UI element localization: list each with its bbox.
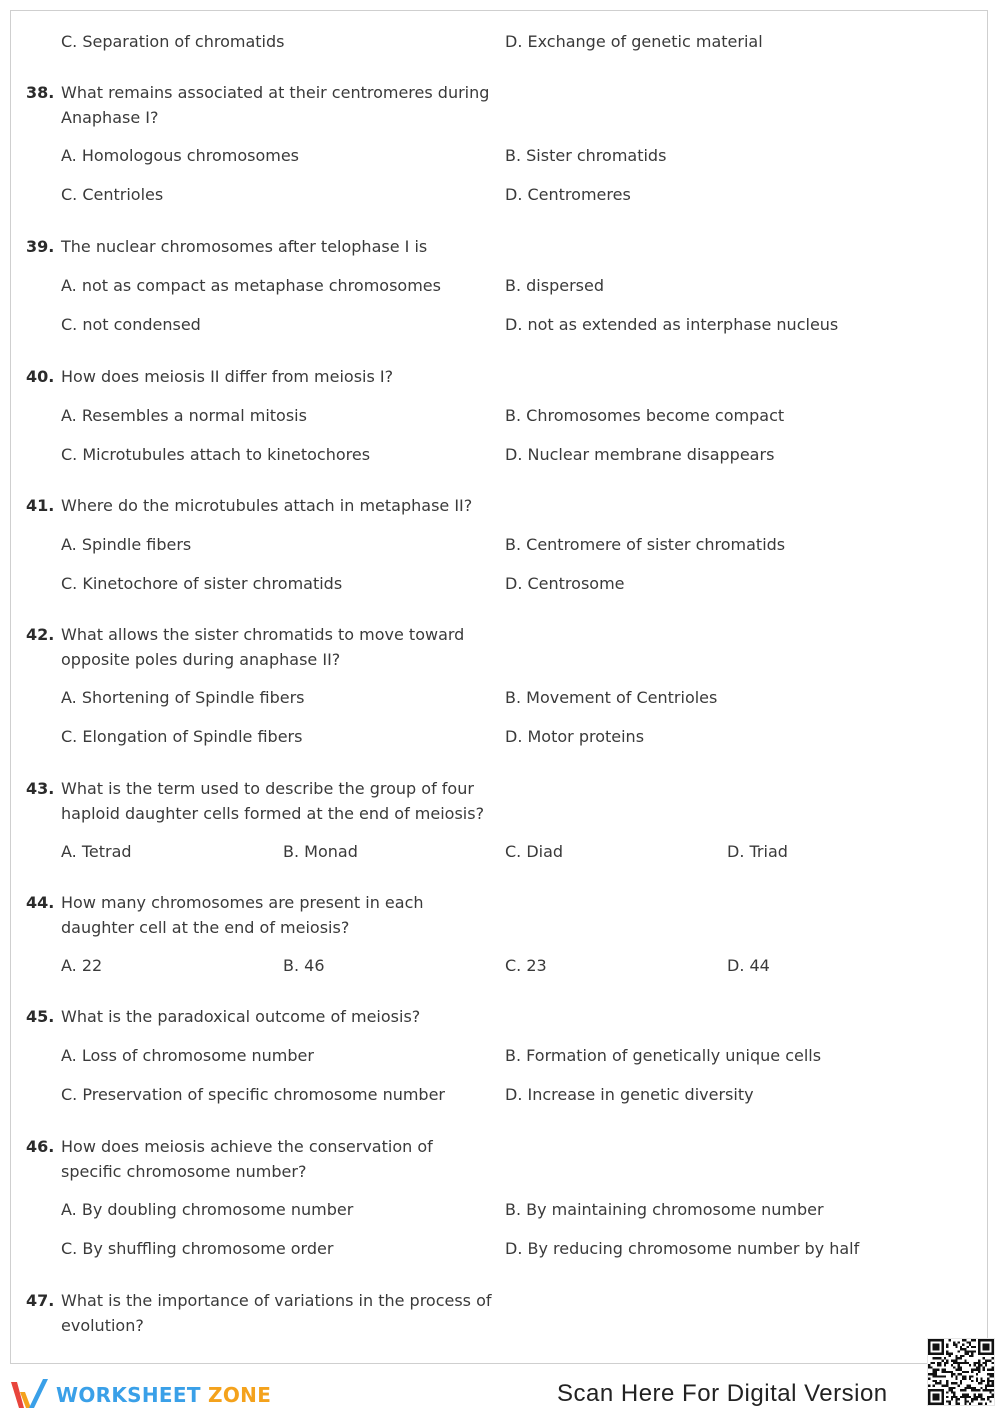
- question-text: The nuclear chromosomes after telophase I is: [61, 237, 428, 256]
- answer-option[interactable]: D. By reducing chromosome number by half: [505, 1239, 860, 1258]
- answer-option[interactable]: D. Nuclear membrane disappears: [505, 445, 775, 464]
- question: [26, 80, 496, 130]
- answer-option[interactable]: B. dispersed: [505, 276, 604, 295]
- answer-option[interactable]: B. 46: [283, 956, 325, 975]
- question-number: 41.: [26, 496, 55, 515]
- answer-option[interactable]: D. Triad: [727, 842, 788, 861]
- answer-option[interactable]: A. Tetrad: [61, 842, 132, 861]
- question-number: 47.: [26, 1291, 55, 1310]
- answer-option[interactable]: C. Preservation of specific chromosome number: [61, 1085, 446, 1104]
- answer-option[interactable]: B. Chromosomes become compact: [505, 406, 785, 425]
- logo-word-worksheet: WORKSHEET: [56, 1383, 201, 1407]
- answer-option[interactable]: B. Formation of genetically unique cells: [505, 1046, 822, 1065]
- answer-option[interactable]: C. not condensed: [61, 315, 201, 334]
- question: [26, 493, 496, 518]
- answer-option[interactable]: A. By doubling chromosome number: [61, 1200, 354, 1219]
- question-number: 45.: [26, 1007, 55, 1026]
- question: [26, 364, 496, 389]
- answer-option[interactable]: D. Centromeres: [505, 185, 631, 204]
- question-text: What is the importance of variations in the process of evolution?: [61, 1291, 492, 1335]
- question: [26, 1004, 496, 1029]
- question-text: What remains associated at their centromeres during Anaphase I?: [61, 83, 490, 127]
- answer-option[interactable]: C. Centrioles: [61, 185, 164, 204]
- answer-option[interactable]: C. By shuffling chromosome order: [61, 1239, 334, 1258]
- question: [26, 234, 496, 259]
- answer-option[interactable]: B. By maintaining chromosome number: [505, 1200, 824, 1219]
- question: [26, 1288, 496, 1338]
- question-text: How does meiosis achieve the conservation of specific chromosome number?: [61, 1137, 433, 1181]
- logo-text: [56, 1383, 271, 1407]
- answer-option[interactable]: D. Centrosome: [505, 574, 625, 593]
- question-number: 44.: [26, 893, 55, 912]
- worksheetzone-logo[interactable]: [10, 1378, 272, 1410]
- answer-option[interactable]: B. Monad: [283, 842, 358, 861]
- question-text: How does meiosis II differ from meiosis I?: [61, 367, 394, 386]
- answer-option[interactable]: B. Centromere of sister chromatids: [505, 535, 786, 554]
- logo-word-zone: ZONE: [208, 1383, 272, 1407]
- worksheetzone-logo-icon: [10, 1378, 50, 1412]
- answer-option[interactable]: D. Increase in genetic diversity: [505, 1085, 754, 1104]
- scan-caption: Scan Here For Digital Version: [557, 1380, 888, 1407]
- answer-option[interactable]: D. Motor proteins: [505, 727, 645, 746]
- question-number: 43.: [26, 779, 55, 798]
- question: [26, 776, 496, 826]
- question-number: 46.: [26, 1137, 55, 1156]
- question-text: Where do the microtubules attach in metaphase II?: [61, 496, 473, 515]
- question: [26, 890, 496, 940]
- answer-option[interactable]: A. 22: [61, 956, 103, 975]
- question-number: 38.: [26, 83, 55, 102]
- answer-option[interactable]: A. Shortening of Spindle fibers: [61, 688, 305, 707]
- question: [26, 1134, 496, 1184]
- answer-option[interactable]: C. 23: [505, 956, 547, 975]
- question-text: What allows the sister chromatids to move toward opposite poles during anaphase II?: [61, 625, 465, 669]
- question-number: 42.: [26, 625, 55, 644]
- question-number: 39.: [26, 237, 55, 256]
- answer-option[interactable]: D. Exchange of genetic material: [505, 32, 763, 51]
- answer-option[interactable]: C. Microtubules attach to kinetochores: [61, 445, 371, 464]
- qr-code-icon: [928, 1339, 994, 1405]
- question-text: What is the paradoxical outcome of meiosis?: [61, 1007, 421, 1026]
- answer-option[interactable]: C. Diad: [505, 842, 564, 861]
- answer-option[interactable]: C. Elongation of Spindle fibers: [61, 727, 303, 746]
- answer-option[interactable]: B. Sister chromatids: [505, 146, 667, 165]
- answer-option[interactable]: A. not as compact as metaphase chromosomes: [61, 276, 441, 295]
- answer-option[interactable]: A. Spindle fibers: [61, 535, 192, 554]
- footer: [0, 1364, 1000, 1414]
- answer-option[interactable]: B. Movement of Centrioles: [505, 688, 718, 707]
- question: [26, 622, 496, 672]
- answer-option[interactable]: A. Homologous chromosomes: [61, 146, 299, 165]
- question-text: How many chromosomes are present in each daughter cell at the end of meiosis?: [61, 893, 424, 937]
- answer-option[interactable]: D. 44: [727, 956, 770, 975]
- question-number: 40.: [26, 367, 55, 386]
- answer-option[interactable]: C. Kinetochore of sister chromatids: [61, 574, 343, 593]
- qr-code[interactable]: [927, 1338, 995, 1406]
- question-text: What is the term used to describe the group of four haploid daughter cells formed at the end of meiosis?: [61, 779, 485, 823]
- answer-option[interactable]: A. Loss of chromosome number: [61, 1046, 314, 1065]
- answer-option[interactable]: C. Separation of chromatids: [61, 32, 285, 51]
- answer-option[interactable]: D. not as extended as interphase nucleus: [505, 315, 839, 334]
- answer-option[interactable]: A. Resembles a normal mitosis: [61, 406, 307, 425]
